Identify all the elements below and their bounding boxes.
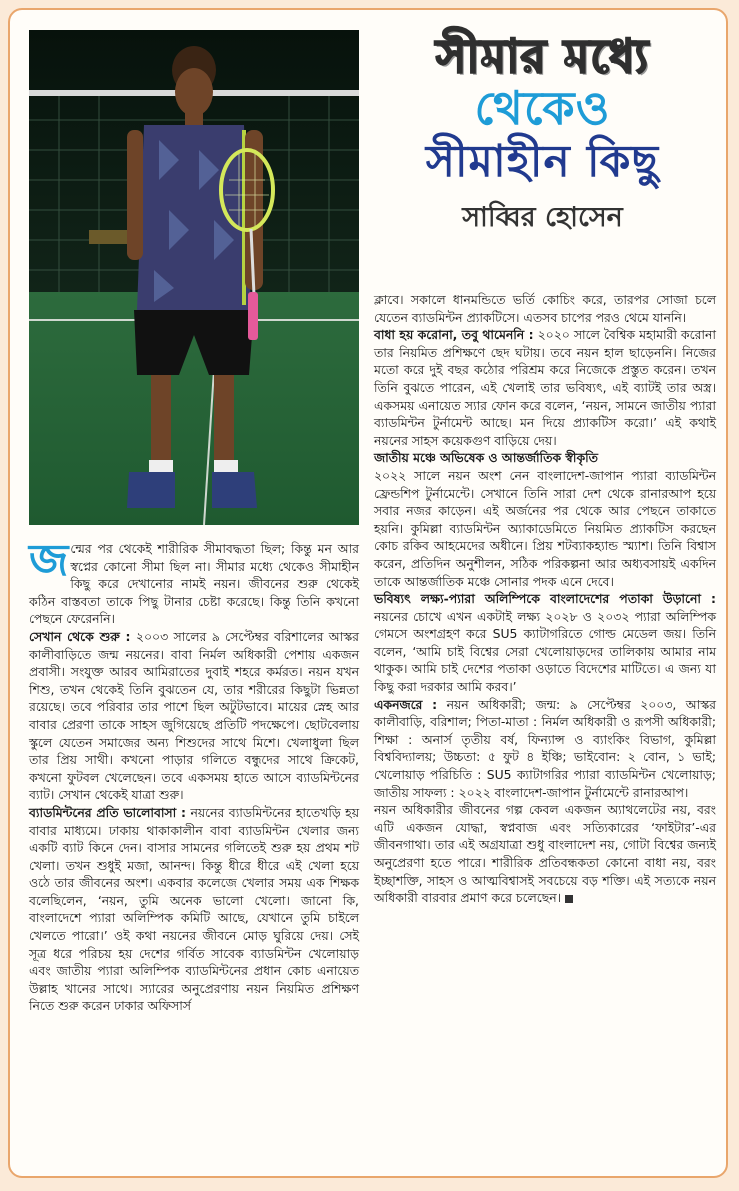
section-corona xyxy=(374,326,716,449)
end-mark-icon xyxy=(565,895,573,903)
section-future-heading: ভবিষ্যৎ লক্ষ্য-প্যারা অলিম্পিকে বাংলাদেশের পতাকা উড়ানো : xyxy=(374,591,716,607)
section-glance xyxy=(374,696,716,802)
section-start-heading: সেখান থেকে শুরু : xyxy=(29,628,131,644)
headline-line-2: থেকেও xyxy=(474,81,611,136)
closing-text: নয়ন অধিকারীর জীবনের গল্প কেবল একজন অ্যাথলেটের নয়, বরং এটি একজন যোদ্ধা, স্বপ্নবাজ এবং সত্যিকারের ‘ফাইটার’-এর জীবনগাথা। তার এই অগ্রযাত্রা শুধু বাংলাদেশ নয়, গোটা বিশ্বের জন্যই অনুপ্রেরণা হতে পারে। শারীরিক প্রতিবন্ধকতা কোনো বাধা নয়, বরং ইচ্ছাশক্তি, সাহস ও আত্মবিশ্বাসই সবচেয়ে বড় শক্তি। এই সত্যকে নয়ন অধিকারী বারবার প্রমাণ করে চলেছেন। xyxy=(374,802,716,906)
section-corona-body: ২০২০ সালে বৈশ্বিক মহামারী করোনা তার নিয়মিত প্রশিক্ষণে ছেদ ঘটায়। তবে নয়ন হাল ছাড়েননি। নিজের মতো করে দুই বছর কঠোর পরিশ্রম করে নিজেকে প্রস্তুত করেন। তখন তিনি বুঝতে পারেন, এই খেলাই তার ভবিষ্যৎ, এই ব্যাটই তার অস্ত্র। একসময় এনায়েত স্যার ফোন করে বলেন, ‘নয়ন, সামনে জাতীয় প্যারা ব্যাডমিন্টন টুর্নামেন্ট আছে। মন দিয়ে প্র্যাকটিস করো।’ এই কথাই নয়নের সাহস কয়েকগুণ বাড়িয়ে দেয়। xyxy=(374,327,716,448)
section-glance-body: নয়ন অধিকারী; জন্ম: ৯ সেপ্টেম্বর ২০০৩, আস্কর কালীবাড়ি, বরিশাল; পিতা-মাতা : নির্মল অধিকারী ও রূপসী অধিকারী; শিক্ষা : অনার্স তৃতীয় বর্ষ, ফিন্যান্স ও ব্যাংকিং বিভাগ, কুমিল্লা বিশ্ববিদ্যালয়; উচ্চতা: ৫ ফুট ৪ ইঞ্চি; ভাইবোন: ২ বোন, ১ ভাই; খেলোয়াড় পরিচিতি : SU5 ক্যাটাগরির প্যারা ব্যাডমিন্টন খেলোয়াড়; জাতীয় সাফল্য : ২০২২ বাংলাদেশ-জাপান টুর্নামেন্টে রানারআপ। xyxy=(374,696,716,800)
article-page xyxy=(8,8,728,1178)
section-national-body: ২০২২ সালে নয়ন অংশ নেন বাংলাদেশ-জাপান প্যারা ব্যাডমিন্টন ফ্রেন্ডশিপ টুর্নামেন্টে। সেখানে তিনি সারা দেশ থেকে রানারআপ হয়ে সবার নজর কাড়েন। এই অর্জনের পর থেকে আর পেছনে তাকাতে হয়নি। কুমিল্লা ব্যাডমিন্টন অ্যাকাডেমিতে নিয়মিত প্র্যাকটিস করছেন কোচ রকিব আহমেদের অধীনে। প্রিয় শটব্যাকহ্যান্ড স্ম্যাশ। তিনি বিশ্বাস করেন, প্রতিদিন অনুশীলন, সঠিক পরিকল্পনা আর অধ্যবসায়ই একদিন তাকে আন্তর্জাতিক মঞ্চে সোনার পদক এনে দেবে। xyxy=(374,467,716,589)
left-text-column xyxy=(29,535,359,1015)
drop-cap: জ xyxy=(29,535,69,586)
headline-line-3: সীমাহীন কিছু xyxy=(425,135,660,187)
closing-paragraph xyxy=(374,801,716,907)
section-start xyxy=(29,628,359,804)
section-love-body: নয়নের ব্যাডমিন্টনের হাতেখড়ি হয় বাবার মাধ্যমে। ঢাকায় থাকাকালীন বাবা ব্যাডমিন্টন খেলার জন্য একটি ব্যাট কিনে দেন। বাসার সামনের গলিতেই শুরু হয় প্রথম শট খেলা। তখন শুধুই মজা, আনন্দ। কিন্তু ধীরে ধীরে এই খেলা হয়ে ওঠে তার জীবনের অংশ। একবার কলেজে খেলার সময় এক শিক্ষক বলেছিলেন, ‘নয়ন, তুমি অনেক ভালো খেলো। জানো কি, বাংলাদেশে প্যারা অলিম্পিক কমিটি আছে, যেখানে তুমি চাইলে খেলতে পারো।’ ওই কথা নয়নের জীবনে মোড় ঘুরিয়ে দেয়। সেই সূত্র ধরে পরিচয় হয় দেশের গর্বিত সাবেক ব্যাডমিন্টন খেলোয়াড় এবং জাতীয় প্যারা অলিম্পিক ব্যাডমিন্টনের প্রধান কোচ এনায়েত উল্লাহ খানের সাথে। স্যারের অনুপ্রেরণায় নয়ন নিয়মিত প্রশিক্ষণ নিতে শুরু করেন ঢাকার অফিসার্স xyxy=(29,804,359,1014)
section-corona-heading: বাধা হয় করোনা, তবু থামেননি : xyxy=(374,327,534,343)
continued-paragraph: ক্লাবে। সকালে ধানমন্ডিতে ভর্তি কোচিং করে, তারপর সোজা চলে যেতেন ব্যাডমিন্টন প্র্যাকটিসে। এতসব চাপের পরও থেমে যাননি। xyxy=(374,292,716,325)
right-text-column xyxy=(374,291,716,907)
section-national xyxy=(374,449,716,590)
intro-text: ন্মের পর থেকেই শারীরিক সীমাবদ্ধতা ছিল; কিন্তু মন আর স্বপ্নের কোনো সীমা ছিল না। সীমার মধ্যে থেকেও সীমাহীন কিছু করে দেখানোর নামই নয়ন। জীবনের শুরু থেকেই কঠিন বাস্তবতা তাকে পিছু টানার চেষ্টা করেছে। কিন্তু তিনি কখনো পেছনে ফেরেননি। xyxy=(29,541,359,627)
section-start-body: ২০০৩ সালের ৯ সেপ্টেম্বর বরিশালের আস্কর কালীবাড়িতে জন্ম নয়নের। বাবা নির্মল অধিকারী পেশায় একজন প্রবাসী। সংযুক্ত আরব আমিরাতের দুবাই শহরে কর্মরত। নয়ন যখন শিশু, তখন থেকেই তিনি বুঝতেন যে, তার শরীরের কিছুটা ভিন্নতা রয়েছে। তবে পরিবার তার পাশে ছিল অটুটভাবে। মায়ের স্নেহ আর বাবার প্রেরণা তাকে সাহস জুগিয়েছে প্রতিটি পদক্ষেপে। ছোটবেলায় স্কুলে যেতেন সমাজের অন্য শিশুদের সাথে মিশে। খেলাধুলা ছিল তার প্রিয় সাথী। কখনো পাড়ার গলিতে বন্ধুদের সাথে ক্রিকেট, কখনো ফুটবল খেলেছেন। তবে একসময় হাতে আসে ব্যাডমিন্টনের ব্যাট। সেখান থেকেই যাত্রা শুরু। xyxy=(29,628,359,803)
headline-line-1: সীমার মধ্যে xyxy=(436,29,649,83)
intro-paragraph xyxy=(29,535,359,628)
badminton-player-photo xyxy=(29,30,359,525)
section-future xyxy=(374,590,716,696)
section-future-body: নয়নের চোখে এখন একটাই লক্ষ্য ২০২৮ ও ২০৩২ প্যারা অলিম্পিক গেমসে অংশগ্রহণ করে SU5 ক্যাটাগরিতে গোল্ড মেডেল জয়। তিনি বলেন, ‘আমি চাই বিশ্বের সেরা খেলোয়াড়দের তালিকায় আমার নাম থাকুক। আমি চাই দেশের পতাকা ওড়াতে বিদেশের মাটিতে। এ জন্য যা কিছু করা দরকার আমি করব।’ xyxy=(374,608,716,695)
headline-block xyxy=(370,29,715,242)
author-byline: সাব্বির হোসেন xyxy=(462,201,623,233)
section-national-heading: জাতীয় মঞ্চে অভিষেক ও আন্তর্জাতিক স্বীকৃতি xyxy=(374,450,598,466)
section-love xyxy=(29,804,359,1015)
section-love-heading: ব্যাডমিন্টনের প্রতি ভালোবাসা : xyxy=(29,804,186,820)
section-glance-heading: একনজরে : xyxy=(374,696,438,712)
